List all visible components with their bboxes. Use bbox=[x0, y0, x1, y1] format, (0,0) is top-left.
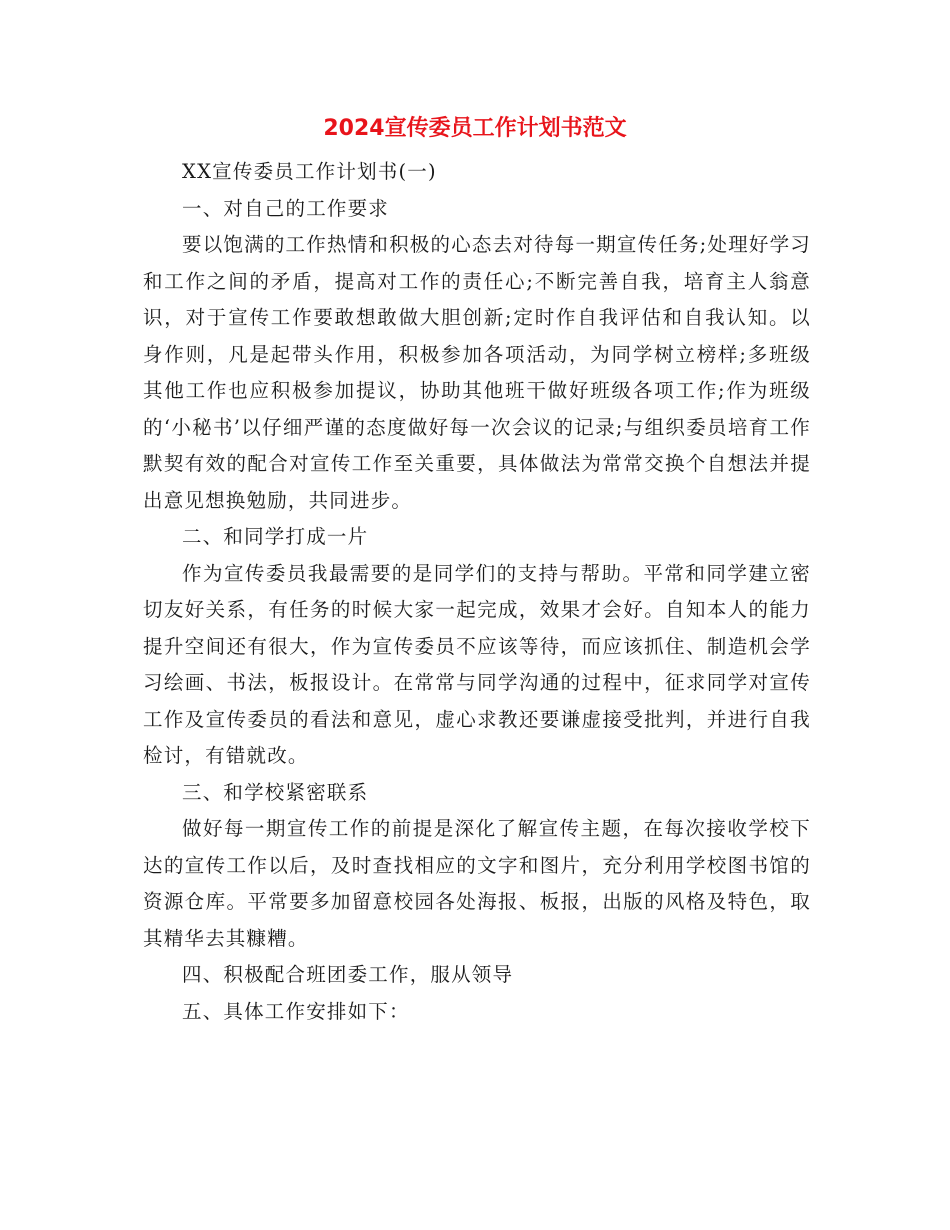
document-title: 2024宣传委员工作计划书范文 bbox=[323, 116, 627, 141]
section-heading: 三、和学校紧密联系 bbox=[182, 780, 369, 804]
section-heading: 二、和同学打成一片 bbox=[182, 525, 369, 548]
section-heading: 一、对自己的工作要求 bbox=[182, 196, 390, 220]
section-heading: XX宣传委员工作计划书(一) bbox=[182, 160, 437, 183]
body-paragraph: 做好每一期宣传工作的前提是深化了解宣传主题，在每次接收学校下达的宣传工作以后，及时查找相应的文字和图片，充分利用学校图书馆的资源仓库。平常要多加留意校园各处海报、板报，出版的风格及特色，取其精华去其糠糟。 bbox=[143, 817, 811, 950]
body-paragraph: 要以饱满的工作热情和积极的心态去对待每一期宣传任务;处理好学习和工作之间的矛盾，提高对工作的责任心;不断完善自我，培育主人翁意识，对于宣传工作要敢想敢做大胆创新;定时作自我评估和自我认知。以身作则，凡是起带头作用，积极参加各项活动，为同学树立榜样;多班级其他工作也应积极参加提议，协助其他班干做好班级各项工作;作为班级的‘小秘书’以仔细严谨的态度做好每一次会议的记录;与组织委员培育工作默契有效的配合对宣传工作至关重要，具体做法为常常交换个自想法并提出意见想换勉励，共同进步。 bbox=[143, 233, 811, 512]
document-body bbox=[143, 154, 811, 1030]
body-paragraph: 作为宣传委员我最需要的是同学们的支持与帮助。平常和同学建立密切友好关系，有任务的时候大家一起完成，效果才会好。自知本人的能力提升空间还有很大，作为宣传委员不应该等待，而应该抓住、制造机会学习绘画、书法，板报设计。在常常与同学沟通的过程中，征求同学对宣传工作及宣传委员的看法和意见，虚心求教还要谦虚接受批判，并进行自我检讨，有错就改。 bbox=[143, 561, 811, 767]
section-heading: 四、积极配合班团委工作，服从领导 bbox=[182, 963, 514, 986]
section-heading: 五、具体工作安排如下： bbox=[182, 999, 410, 1023]
